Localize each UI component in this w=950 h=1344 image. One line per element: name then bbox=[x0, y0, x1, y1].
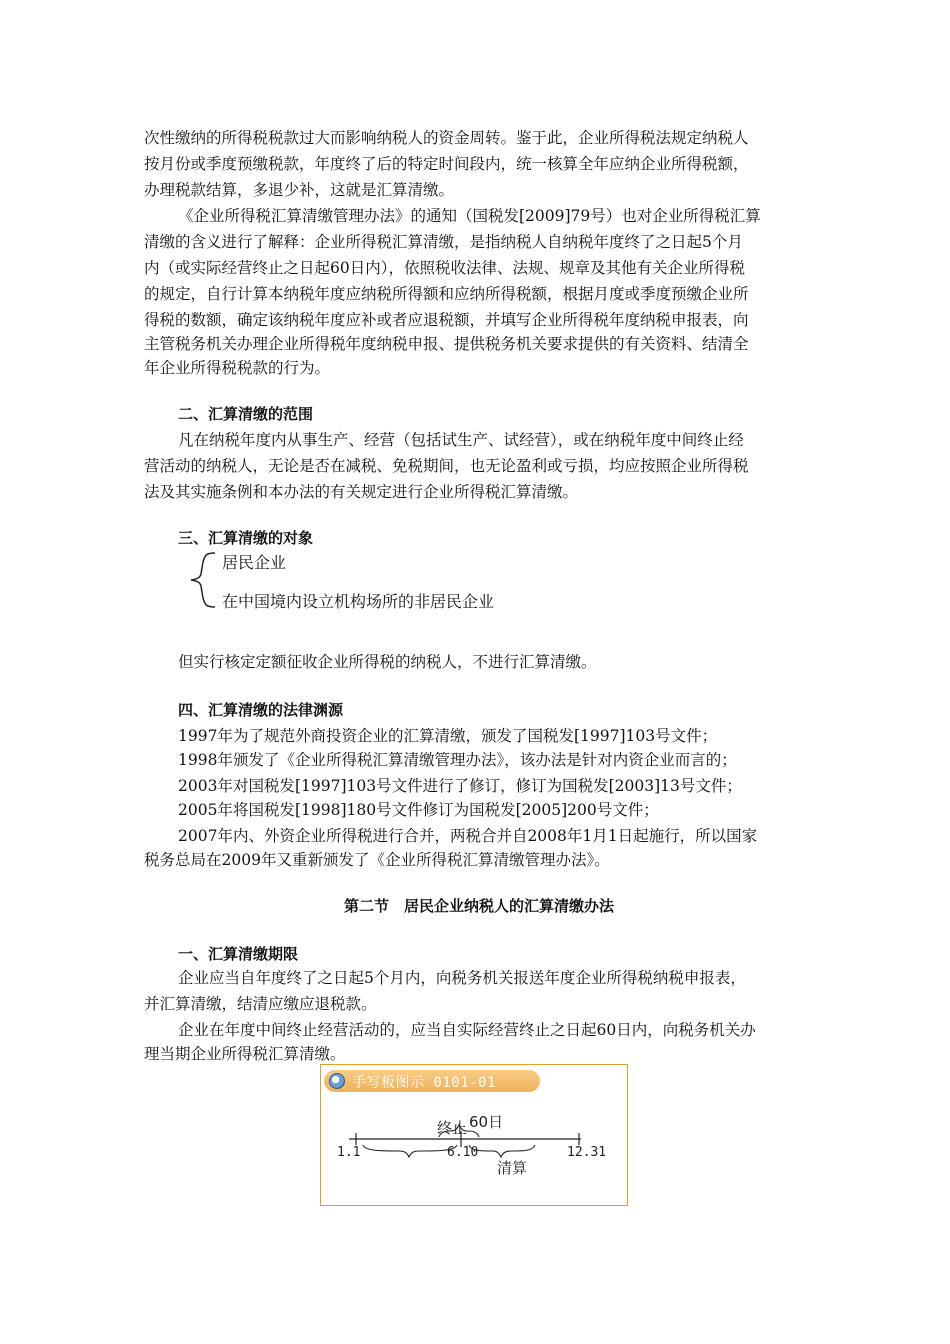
period-line-4: 理当期企业所得税汇算清缴。 bbox=[144, 1045, 346, 1063]
panel-title: 手写板图示 0101-01 bbox=[352, 1075, 496, 1091]
period-heading: 一、汇算清缴期限 bbox=[178, 945, 299, 963]
legal-line-1: 1997年为了规范外商投资企业的汇算清缴，颁发了国税发[1997]103号文件； bbox=[178, 727, 718, 745]
objects-heading: 三、汇算清缴的对象 bbox=[178, 529, 314, 547]
legal-line-2: 1998年颁发了《企业所得税汇算清缴管理办法》，该办法是针对内资企业而言的； bbox=[178, 751, 737, 769]
notice-line-1: 《企业所得税汇算清缴管理办法》的通知（国税发[2009]79号）也对企业所得税汇算 bbox=[178, 207, 761, 225]
objects-note: 但实行核定定额征收企业所得税的纳税人，不进行汇算清缴。 bbox=[178, 653, 597, 671]
scope-heading: 二、汇算清缴的范围 bbox=[178, 405, 314, 423]
scope-line-1: 凡在纳税年度内从事生产、经营（包括试生产、试经营），或在纳税年度中间终止经 bbox=[178, 431, 744, 449]
object-item-nonresident: 在中国境内设立机构场所的非居民企业 bbox=[222, 592, 495, 611]
label-settle: 清算 bbox=[497, 1159, 528, 1177]
period-line-3: 企业在年度中间终止经营活动的，应当自实际经营终止之日起60日内，向税务机关办 bbox=[178, 1021, 756, 1039]
timeline-diagram bbox=[321, 1065, 627, 1205]
label-start: 1.1 bbox=[337, 1145, 361, 1160]
notice-line-2: 清缴的含义进行了解释：企业所得税汇算清缴，是指纳税人自纳税年度终了之日起5个月 bbox=[144, 233, 743, 251]
legal-heading: 四、汇算清缴的法律渊源 bbox=[178, 701, 344, 719]
scope-line-3: 法及其实施条例和本办法的有关规定进行企业所得税汇算清缴。 bbox=[144, 483, 579, 501]
label-terminate: 终止 bbox=[437, 1119, 468, 1137]
brace-operation-period bbox=[363, 1145, 457, 1157]
label-days: 60日 bbox=[469, 1113, 504, 1131]
intro-line-1: 次性缴纳的所得税税款过大而影响纳税人的资金周转。鉴于此，企业所得税法规定纳税人 bbox=[144, 129, 749, 147]
object-item-resident: 居民企业 bbox=[222, 553, 287, 572]
intro-line-2: 按月份或季度预缴税款，年度终了后的特定时间段内，统一核算全年应纳企业所得税额， bbox=[144, 155, 749, 173]
intro-line-3: 办理税款结算，多退少补，这就是汇算清缴。 bbox=[144, 181, 455, 199]
notice-line-3: 内（或实际经营终止之日起60日内），依照税收法律、法规、规章及其他有关企业所得税 bbox=[144, 259, 745, 277]
period-line-2: 并汇算清缴，结清应缴应退税款。 bbox=[144, 995, 377, 1013]
label-end: 12.31 bbox=[567, 1145, 607, 1160]
legal-line-4: 2005年将国税发[1998]180号文件修订为国税发[2005]200号文件； bbox=[178, 801, 659, 819]
label-mid: 6.10 bbox=[447, 1145, 479, 1160]
notice-line-5: 得税的数额，确定该纳税年度应补或者应退税额，并填写企业所得税年度纳税申报表，向 bbox=[144, 311, 749, 329]
notice-line-4: 的规定，自行计算本纳税年度应纳税所得额和应纳所得税额，根据月度或季度预缴企业所 bbox=[144, 285, 749, 303]
notice-line-7: 年企业所得税税款的行为。 bbox=[144, 359, 331, 377]
section-title: 第二节 居民企业纳税人的汇算清缴办法 bbox=[343, 897, 614, 915]
period-line-1: 企业应当自年度终了之日起5个月内，向税务机关报送年度企业所得税纳税申报表， bbox=[178, 969, 746, 987]
legal-line-5: 2007年内、外资企业所得税进行合并，两税合并自2008年1月1日起施行，所以国家 bbox=[178, 827, 758, 845]
notice-line-6: 主管税务机关办理企业所得税年度纳税申报、提供税务机关要求提供的有关资料、结清全 bbox=[144, 335, 749, 353]
brace-settlement bbox=[469, 1145, 535, 1157]
handwriting-panel bbox=[320, 1064, 628, 1206]
legal-line-3: 2003年对国税发[1997]103号文件进行了修订，修订为国税发[2003]13号文件； bbox=[178, 777, 742, 795]
brace-icon bbox=[185, 550, 225, 610]
legal-line-6: 税务总局在2009年又重新颁发了《企业所得税汇算清缴管理办法》。 bbox=[144, 851, 610, 869]
scope-line-2: 营活动的纳税人，无论是否在减税、免税期间，也无论盈利或亏损，均应按照企业所得税 bbox=[144, 457, 749, 475]
